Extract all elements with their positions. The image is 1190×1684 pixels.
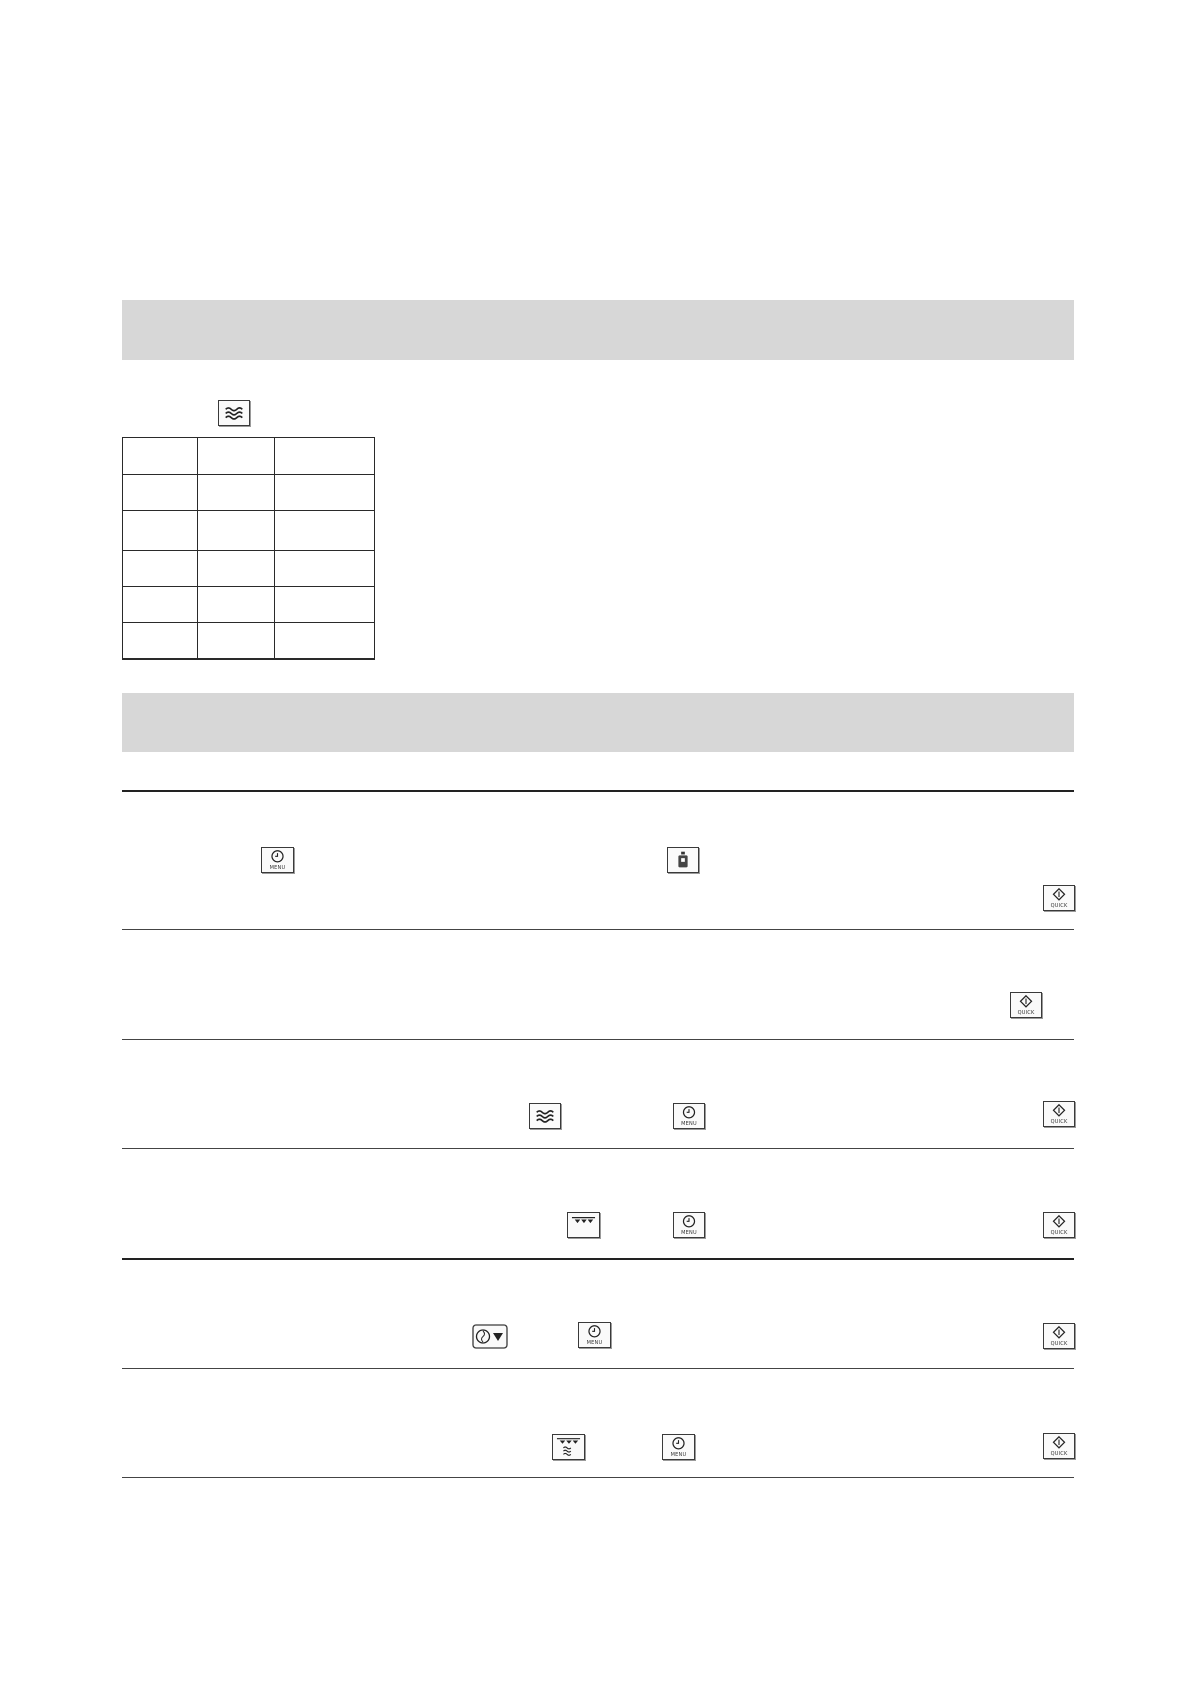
quick-label: QUICK [1017, 1010, 1035, 1016]
table-cell [275, 475, 375, 511]
quick-start-icon [1043, 1323, 1075, 1349]
menu-clock-icon [673, 1103, 705, 1129]
power-level-table [122, 437, 375, 660]
section-divider [122, 1477, 1074, 1478]
menu-label: MENU [586, 1340, 603, 1346]
quick-start-icon [1043, 1101, 1075, 1127]
quick-label: QUICK [1050, 1451, 1068, 1457]
microwave-waves-icon [529, 1103, 561, 1129]
grill-microwave-combi-icon [552, 1434, 585, 1460]
table-cell [198, 475, 275, 511]
table-cell [198, 438, 275, 475]
table-cell [198, 511, 275, 551]
table-cell [123, 511, 198, 551]
quick-label: QUICK [1050, 1119, 1068, 1125]
table-row [123, 511, 375, 551]
menu-clock-icon [578, 1322, 611, 1348]
menu-clock-icon [261, 847, 294, 873]
convection-fan-icon [472, 1324, 508, 1349]
table-cell [123, 438, 198, 475]
quick-start-icon [1043, 885, 1075, 911]
section-divider [122, 929, 1074, 930]
section-divider [122, 1148, 1074, 1149]
table-cell [123, 587, 198, 623]
table-row [123, 587, 375, 623]
section-divider [122, 1039, 1074, 1040]
grill-icon [567, 1212, 600, 1238]
table-cell [275, 511, 375, 551]
microwave-waves-icon [218, 400, 250, 426]
menu-label: MENU [681, 1121, 697, 1127]
menu-clock-icon [673, 1212, 705, 1238]
quick-label: QUICK [1050, 1230, 1068, 1236]
table-cell [123, 475, 198, 511]
quick-label: QUICK [1050, 1341, 1068, 1347]
table-cell [123, 623, 198, 659]
table-cell [198, 623, 275, 659]
quick-start-icon [1010, 992, 1042, 1018]
table-cell [198, 551, 275, 587]
quick-start-icon [1043, 1433, 1075, 1459]
table-cell [198, 587, 275, 623]
table-cell [275, 551, 375, 587]
table-row [123, 623, 375, 659]
weight-icon [667, 847, 699, 873]
table-cell [275, 623, 375, 659]
section-divider [122, 1258, 1074, 1260]
menu-label: MENU [670, 1452, 687, 1458]
menu-label: MENU [269, 865, 286, 871]
table-row [123, 438, 375, 475]
table-cell [123, 551, 198, 587]
table-cell [275, 438, 375, 475]
section-divider [122, 1368, 1074, 1369]
section-header-band-2 [122, 693, 1074, 752]
table-row [123, 475, 375, 511]
quick-start-icon [1043, 1212, 1075, 1238]
menu-clock-icon [662, 1434, 695, 1460]
quick-label: QUICK [1050, 903, 1068, 909]
section-divider [122, 790, 1074, 792]
menu-label: MENU [681, 1230, 697, 1236]
section-header-band-1 [122, 300, 1074, 360]
table-cell [275, 587, 375, 623]
table-row [123, 551, 375, 587]
